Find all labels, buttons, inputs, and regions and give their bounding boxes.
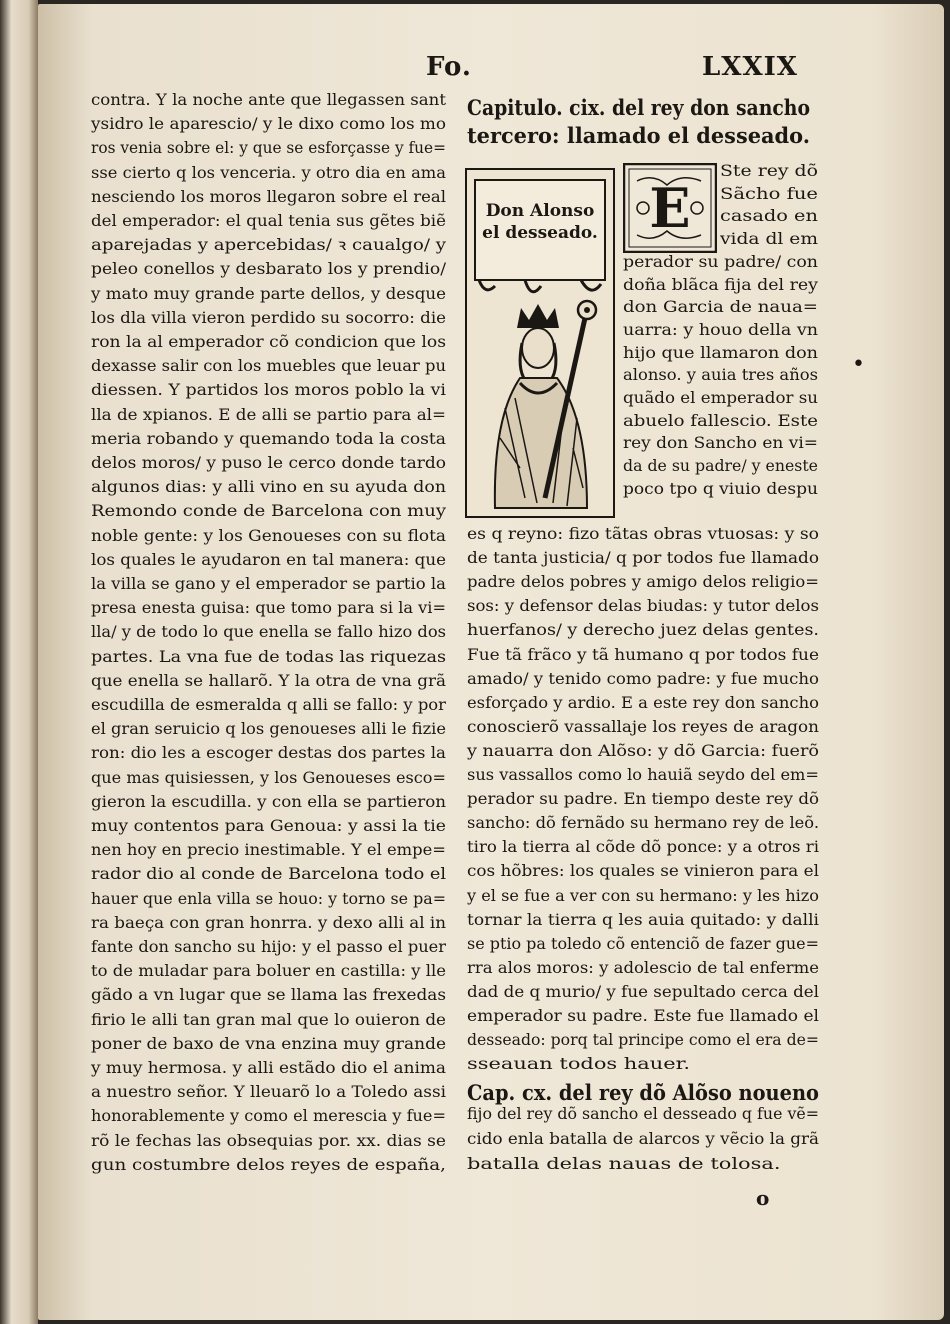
heading-line: Capitulo. cix. del rey don sancho (467, 95, 810, 120)
text-line: que enella se hallarõ. Y la otra de vna grã (91, 671, 446, 690)
text-line: hijo que llamaron don (623, 343, 818, 362)
text-line: ron: dio les a escoger destas dos partes la (91, 744, 446, 763)
text-line: rador dio al conde de Barcelona todo el (91, 865, 446, 884)
text-line: sseauan todos hauer. (467, 1055, 690, 1074)
text-line: el gran seruicio q los genoueses alli le fizie (91, 720, 446, 739)
text-line: partes. La vna fue de todas las riquezas (91, 647, 446, 666)
text-line: dad de q murio/ y fue sepultado cerca del (467, 982, 819, 1001)
initial-letter: E (649, 176, 691, 240)
woodcut-caption-line-2: el desseado. (482, 223, 598, 243)
text-line: y el se fue a ver con su hermano: y les hizo (467, 886, 819, 905)
text-line: padre delos pobres y amigo delos religio= (467, 573, 819, 592)
text-line: hauer que enla villa se houo: y torno se pa= (91, 889, 446, 908)
text-line: Ste rey dõ (720, 162, 818, 180)
text-line: ron la al emperador cõ condicion que los (91, 333, 446, 351)
text-line: rõ le fechas las obsequias por. xx. dias se (91, 1131, 446, 1150)
text-line: huerfanos/ y derecho juez delas gentes. (467, 621, 819, 640)
king-woodcut-illustration (465, 168, 615, 518)
text-line: y nauarra don Alõso: y dõ Garcia: fuerõ (467, 741, 819, 760)
text-line: los quales le ayudaron en tal manera: que (91, 550, 447, 569)
text-line: del emperador: el qual tenia sus gẽtes biẽ (91, 212, 446, 230)
text-line: desseado: porq tal principe como el era de= (467, 1031, 819, 1050)
text-line: da de su padre/ y eneste (623, 457, 818, 476)
text-line: to de muladar para boluer en castilla: y lle (91, 962, 446, 981)
text-line: perador su padre. En tiempo deste rey dõ (467, 790, 819, 809)
text-line: rra alos moros: y adolescio de tal enferme (467, 958, 819, 977)
text-line: perador su padre/ con (623, 252, 818, 271)
text-line: sus vassallos como lo hauiã seydo del em= (467, 766, 819, 784)
book-spine-edge (0, 0, 38, 1324)
text-line: don Garcia de naua= (623, 298, 818, 317)
text-line: Fue tã frãco y tã humano q por todos fue (467, 645, 819, 664)
text-line: casado en (720, 207, 818, 226)
text-line: Remondo conde de Barcelona con muy (91, 502, 446, 521)
text-line: dexasse salir con los muebles que leuar pu (91, 357, 447, 376)
text-line: conoscierõ vassallaje los reyes de aragon (467, 717, 819, 736)
text-line: emperador su padre. Este fue llamado el (467, 1007, 819, 1025)
text-line: cos hõbres: los quales se vinieron para el (467, 862, 819, 881)
text-line: peleo conellos y desbarato los y prendio/ (91, 260, 446, 279)
text-line: alonso. y auia tres años (623, 366, 818, 385)
text-line: lla de xpianos. E de alli se partio para al= (91, 405, 446, 424)
text-line: la villa se gano y el emperador se partio la (91, 575, 446, 593)
text-line: delos moros/ y puso le cerco donde tardo (91, 454, 446, 472)
text-line: diessen. Y partidos los moros poblo la vi (91, 381, 447, 400)
text-line: sse cierto q los venceria. y otro dia en ama (91, 163, 446, 182)
text-line: doña blãca fija del rey (623, 275, 818, 294)
text-line: rey don Sancho en vi= (623, 434, 818, 453)
heading-line: cido enla batalla de alarcos y vẽcio la grã (467, 1130, 819, 1148)
text-line: a nuestro señor. Y lleuarõ lo a Toledo assi (91, 1083, 446, 1102)
text-line: nesciendo los moros llegaron sobre el real (91, 187, 446, 206)
text-line: uarra: y houo della vn (623, 320, 818, 339)
text-line: tiro la tierra al cõde dõ ponce: y a otros ri (467, 838, 819, 857)
text-line: nen hoy en precio inestimable. Y el empe= (91, 841, 446, 860)
text-line: poner de baxo de vna enzina muy grande (91, 1034, 446, 1053)
text-line: honorablemente y como el merescia y fue= (91, 1107, 446, 1126)
text-line: gãdo a vn lugar que se llama las frexedas (91, 986, 446, 1005)
text-line: gun costumbre delos reyes de españa, (91, 1155, 446, 1174)
text-line: algunos dias: y alli vino en su ayuda don (91, 478, 446, 497)
text-line: vida dl em (720, 230, 818, 249)
catchword: o (756, 1186, 770, 1210)
text-line: ros venia sobre el: y que se esforçasse y fue= (91, 139, 446, 158)
heading-line: batalla delas nauas de tolosa. (467, 1155, 781, 1173)
margin-dot: • (852, 352, 865, 377)
text-line: escudilla de esmeralda q alli se fallo: y por (91, 696, 446, 714)
text-line: firio le alli tan gran mal que lo ouieron de (91, 1010, 447, 1029)
text-line: lla/ y de todo lo que enella se fallo hizo dos (91, 623, 446, 642)
text-line: presa enesta guisa: que tomo para si la vi= (91, 599, 446, 618)
text-line: poco tpo q viuio despu (623, 479, 818, 498)
text-line: Sãcho fue (720, 184, 818, 203)
text-line: se ptio pa toledo cõ entenciõ de fazer gue= (467, 934, 819, 953)
text-line: ysidro le aparescio/ y le dixo como los mo (91, 115, 446, 134)
text-line: ra baeça con gran honrra. y dexo alli al in (91, 913, 446, 932)
text-line: es q reyno: fizo tãtas obras vtuosas: y so (467, 525, 819, 543)
text-line: de tanta justicia/ q por todos fue llamado (467, 549, 819, 568)
text-line: los dla villa vieron perdido su socorro: die (91, 308, 446, 327)
folio-label: Fo. (426, 52, 472, 82)
text-line: contra. Y la noche ante que llegassen sant (91, 91, 446, 109)
text-line: y mato muy grande parte dellos, y desque (91, 284, 447, 303)
text-line: fante don sancho su hijo: y el passo el puer (91, 938, 446, 956)
text-line: tornar la tierra q les auia quitado: y dalli (467, 910, 819, 929)
text-line: sos: y defensor delas biudas: y tutor delos (467, 597, 819, 616)
text-line: noble gente: y los Genoueses con su flota (91, 526, 446, 545)
text-line: muy contentos para Genoua: y assi la tie (91, 817, 447, 835)
heading-line: tercero: llamado el desseado. (467, 123, 810, 148)
text-line: meria robando y quemando toda la costa (91, 429, 446, 448)
folio-number: LXXIX (702, 52, 798, 82)
text-line: abuelo fallescio. Este (623, 411, 818, 430)
heading-line: fijo del rey dõ sancho el desseado q fue vẽ= (467, 1105, 819, 1123)
text-line: amado/ y tenido como padre: y fue mucho (467, 669, 819, 688)
decorated-initial (623, 163, 717, 253)
text-line: aparejadas y apercebidas/ ꝛ caualgo/ y (91, 236, 446, 255)
text-line: sancho: dõ fernãdo su hermano rey de leõ. (467, 814, 819, 833)
heading-line: Cap. cx. del rey dõ Alõso noueno (467, 1080, 819, 1105)
text-line: gieron la escudilla. y con ella se partieron (91, 792, 446, 811)
text-line: quãdo el emperador su (623, 389, 818, 407)
text-line: que mas quisiessen, y los Genoueses esco= (91, 768, 446, 787)
text-line: y muy hermosa. y alli estãdo dio el anima (91, 1059, 446, 1077)
woodcut-caption-line-1: Don Alonso (485, 201, 595, 221)
text-line: esforçado y ardio. E a este rey don sancho (467, 693, 819, 712)
